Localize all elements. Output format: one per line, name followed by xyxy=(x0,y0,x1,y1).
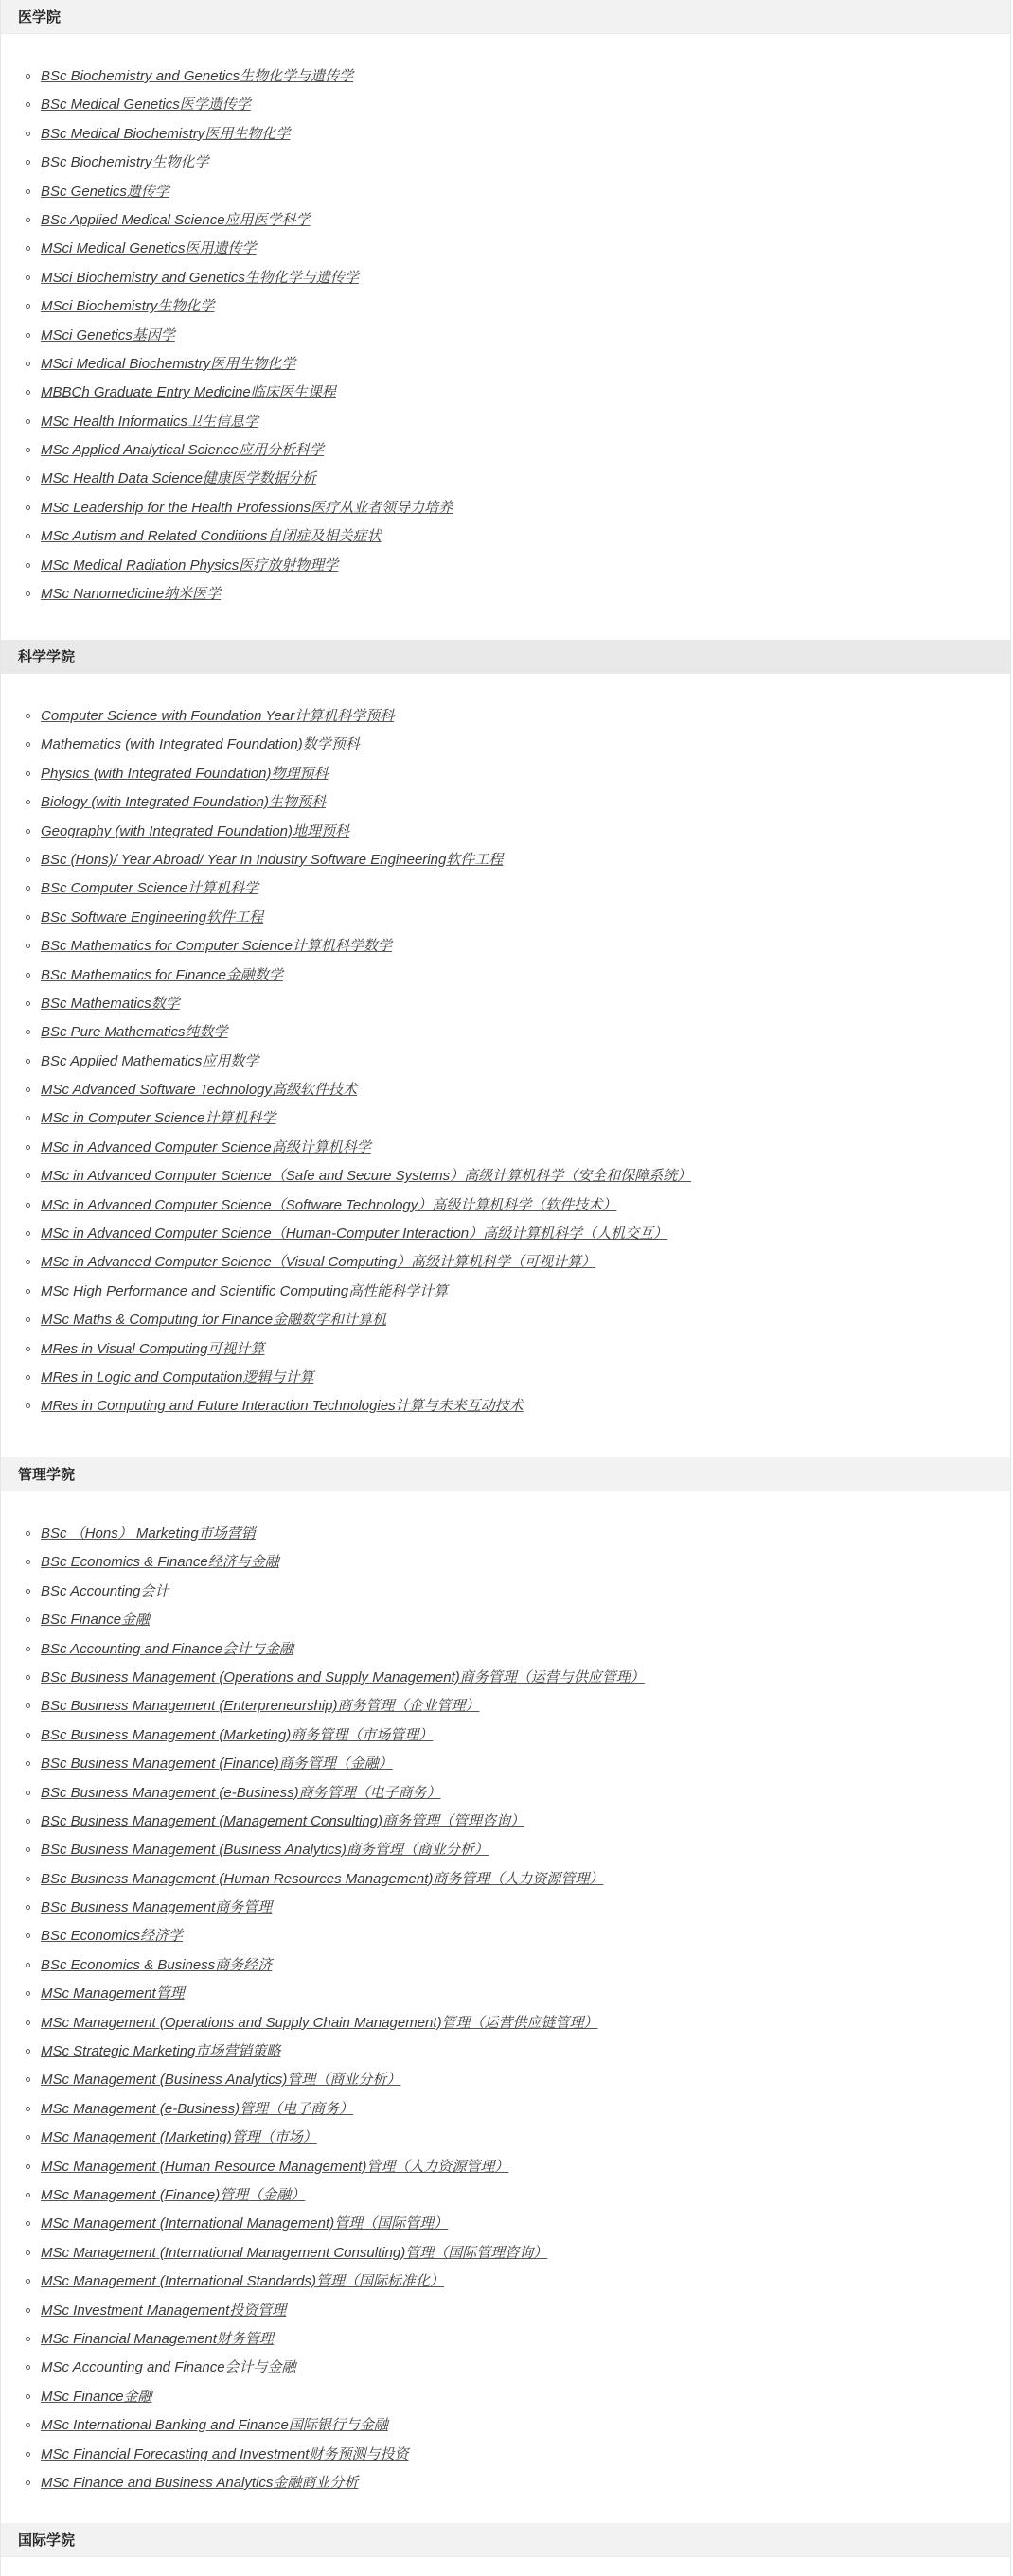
list-item xyxy=(18,1836,993,1864)
list-item xyxy=(18,379,993,407)
circle-bullet-icon xyxy=(26,915,30,920)
course-link[interactable]: MSc Finance金融 xyxy=(41,2388,152,2405)
course-link[interactable]: Biology (with Integrated Foundation)生物预科 xyxy=(41,794,326,811)
circle-bullet-icon xyxy=(26,886,30,891)
circle-bullet-icon xyxy=(26,1847,30,1852)
list-item xyxy=(18,322,993,350)
list-item xyxy=(18,1162,993,1191)
circle-bullet-icon xyxy=(26,2164,30,2169)
course-link[interactable]: MSc in Advanced Computer Science（Human-Computer Interaction）高级计算机科学（人机交互） xyxy=(41,1226,668,1243)
course-link[interactable]: MSci Biochemistry生物化学 xyxy=(41,298,215,315)
list-item xyxy=(18,702,993,731)
list-item xyxy=(18,846,993,874)
course-link[interactable]: MSc in Advanced Computer Science（Software Technology）高级计算机科学（软件技术） xyxy=(41,1196,617,1213)
circle-bullet-icon xyxy=(26,1933,30,1938)
course-link[interactable]: MSc Investment Management投资管理 xyxy=(41,2302,287,2319)
course-link[interactable]: MSc Management (Operations and Supply Chain Management)管理（运营供应链管理） xyxy=(41,2014,598,2031)
list-item xyxy=(18,1779,993,1808)
circle-bullet-icon xyxy=(26,1087,30,1092)
circle-bullet-icon xyxy=(26,1173,30,1178)
course-link[interactable]: MSc Advanced Software Technology高级软件技术 xyxy=(41,1082,358,1099)
course-link[interactable]: BSc Biochemistry and Genetics生物化学与遗传学 xyxy=(41,68,354,84)
circle-bullet-icon xyxy=(26,1733,30,1738)
circle-bullet-icon xyxy=(26,2135,30,2140)
list-item xyxy=(18,1894,993,1922)
circle-bullet-icon xyxy=(26,1560,30,1564)
course-link[interactable]: MSc Management (Human Resource Management)管理（人力资源管理） xyxy=(41,2158,509,2175)
course-link[interactable]: Computer Science with Foundation Year计算机科学预科 xyxy=(41,708,395,724)
circle-bullet-icon xyxy=(26,1203,30,1208)
circle-bullet-icon xyxy=(26,1905,30,1910)
course-link[interactable]: MSci Medical Genetics医用遗传学 xyxy=(41,240,257,257)
list-item xyxy=(18,206,993,235)
section-header-medicine: 医学院 xyxy=(1,0,1010,34)
circle-bullet-icon xyxy=(26,476,30,481)
circle-bullet-icon xyxy=(26,2423,30,2427)
course-link[interactable]: MSc Management (Marketing)管理（市场） xyxy=(41,2129,317,2146)
list-item xyxy=(18,149,993,177)
list-item xyxy=(18,62,993,91)
circle-bullet-icon xyxy=(26,2337,30,2341)
course-list-medicine xyxy=(18,62,993,609)
list-item xyxy=(18,1392,993,1420)
circle-bullet-icon xyxy=(26,1991,30,1996)
list-item xyxy=(18,788,993,817)
circle-bullet-icon xyxy=(26,2049,30,2054)
list-item xyxy=(18,552,993,580)
course-link[interactable]: BSc Business Management (Operations and Supply Management)商务管理（运营与供应管理） xyxy=(41,1668,645,1685)
course-link[interactable]: MSc Maths & Computing for Finance金融数学和计算机 xyxy=(41,1312,387,1329)
list-item xyxy=(18,522,993,551)
circle-bullet-icon xyxy=(26,829,30,834)
course-link[interactable]: BSc Economics & Business商务经济 xyxy=(41,1956,273,1973)
circle-bullet-icon xyxy=(26,2193,30,2197)
list-item xyxy=(18,2095,993,2124)
list-item xyxy=(18,1922,993,1950)
circle-bullet-icon xyxy=(26,1145,30,1150)
list-item xyxy=(18,1692,993,1720)
course-link[interactable]: MSc High Performance and Scientific Computing高性能科学计算 xyxy=(41,1282,449,1299)
list-item xyxy=(18,1278,993,1306)
list-item xyxy=(18,904,993,932)
course-link[interactable]: MSc International Banking and Finance国际银行与金融 xyxy=(41,2417,388,2434)
list-item xyxy=(18,2267,993,2296)
course-link[interactable]: MSc Financial Management财务管理 xyxy=(41,2330,274,2347)
course-link[interactable]: BSc Mathematics for Computer Science计算机科学数学 xyxy=(41,938,392,955)
circle-bullet-icon xyxy=(26,857,30,862)
circle-bullet-icon xyxy=(26,132,30,136)
list-item xyxy=(18,1980,993,2008)
list-item xyxy=(18,1750,993,1778)
course-link[interactable]: BSc Medical Biochemistry医用生物化学 xyxy=(41,125,291,142)
list-item xyxy=(18,1808,993,1836)
circle-bullet-icon xyxy=(26,390,30,395)
list-item xyxy=(18,2124,993,2152)
circle-bullet-icon xyxy=(26,742,30,747)
circle-bullet-icon xyxy=(26,2452,30,2457)
list-item xyxy=(18,1220,993,1248)
list-item xyxy=(18,580,993,609)
course-link[interactable]: BSc Economics & Finance经济与金融 xyxy=(41,1554,279,1571)
circle-bullet-icon xyxy=(26,2221,30,2226)
course-link[interactable]: MRes in Computing and Future Interaction Technologies计算与未来互动技术 xyxy=(41,1398,524,1415)
circle-bullet-icon xyxy=(26,74,30,79)
course-link[interactable]: MSc Management (Finance)管理（金融） xyxy=(41,2186,306,2203)
list-item xyxy=(18,1664,993,1692)
list-item xyxy=(18,120,993,149)
course-link[interactable]: MSc Health Data Science健康医学数据分析 xyxy=(41,470,316,487)
course-link[interactable]: MSc in Computer Science计算机科学 xyxy=(41,1110,276,1127)
circle-bullet-icon xyxy=(26,2107,30,2111)
list-item xyxy=(18,2210,993,2238)
circle-bullet-icon xyxy=(26,304,30,309)
circle-bullet-icon xyxy=(26,2250,30,2255)
list-item xyxy=(18,990,993,1018)
course-link[interactable]: MSc in Advanced Computer Science（Visual Computing）高级计算机科学（可视计算） xyxy=(41,1254,596,1271)
course-link[interactable]: BSc Accounting会计 xyxy=(41,1582,169,1599)
course-link[interactable]: MSci Medical Biochemistry医用生物化学 xyxy=(41,355,296,372)
course-link[interactable]: MSc Medical Radiation Physics医疗放射物理学 xyxy=(41,556,339,573)
circle-bullet-icon xyxy=(26,1617,30,1622)
circle-bullet-icon xyxy=(26,1791,30,1795)
circle-bullet-icon xyxy=(26,800,30,804)
list-item xyxy=(18,494,993,522)
circle-bullet-icon xyxy=(26,534,30,538)
list-item xyxy=(18,350,993,379)
circle-bullet-icon xyxy=(26,2308,30,2313)
section-header-management: 管理学院 xyxy=(1,1457,1010,1491)
section-body-management xyxy=(1,1491,1010,2523)
list-item xyxy=(18,932,993,961)
circle-bullet-icon xyxy=(26,2394,30,2399)
course-link[interactable]: MRes in Logic and Computation逻辑与计算 xyxy=(41,1368,314,1385)
circle-bullet-icon xyxy=(26,1030,30,1034)
course-link[interactable]: MSc Management (International Management Consulting)管理（国际管理咨询） xyxy=(41,2244,548,2261)
circle-bullet-icon xyxy=(26,333,30,338)
list-item xyxy=(18,436,993,465)
course-link[interactable]: BSc Accounting and Finance会计与金融 xyxy=(41,1640,294,1657)
circle-bullet-icon xyxy=(26,591,30,596)
course-link[interactable]: MSc Management (Business Analytics)管理（商业分析） xyxy=(41,2072,401,2089)
course-link[interactable]: BSc Software Engineering软件工程 xyxy=(41,909,264,926)
list-item xyxy=(18,2469,993,2497)
course-link[interactable]: BSc Business Management (Enterpreneurship)商务管理（企业管理） xyxy=(41,1698,480,1715)
course-link[interactable]: BSc Biochemistry生物化学 xyxy=(41,154,209,171)
list-item xyxy=(18,1134,993,1162)
circle-bullet-icon xyxy=(26,1819,30,1824)
course-link[interactable]: BSc Business Management (Management Consulting)商务管理（管理咨询） xyxy=(41,1812,525,1829)
course-link[interactable]: BSc Pure Mathematics纯数学 xyxy=(41,1024,228,1041)
course-link[interactable]: MSc Management管理 xyxy=(41,1985,185,2003)
circle-bullet-icon xyxy=(26,419,30,424)
course-link[interactable]: BSc (Hons)/ Year Abroad/ Year In Industry Software Engineering软件工程 xyxy=(41,851,504,868)
circle-bullet-icon xyxy=(26,2365,30,2370)
list-item xyxy=(18,1721,993,1750)
course-link[interactable]: BSc Computer Science计算机科学 xyxy=(41,880,259,897)
circle-bullet-icon xyxy=(26,160,30,165)
circle-bullet-icon xyxy=(26,275,30,280)
course-link[interactable]: MSc Health Informatics卫生信息学 xyxy=(41,413,259,430)
circle-bullet-icon xyxy=(26,1675,30,1680)
circle-bullet-icon xyxy=(26,2279,30,2284)
circle-bullet-icon xyxy=(26,2020,30,2025)
section-international xyxy=(1,2523,1010,2557)
course-link[interactable]: BSc Business Management (Human Resources Management)商务管理（人力资源管理） xyxy=(41,1870,604,1887)
course-link[interactable]: BSc Finance金融 xyxy=(41,1612,151,1629)
list-item xyxy=(18,731,993,759)
circle-bullet-icon xyxy=(26,448,30,452)
list-item xyxy=(18,818,993,846)
circle-bullet-icon xyxy=(26,1375,30,1380)
list-item xyxy=(18,1364,993,1392)
section-management xyxy=(1,1457,1010,2523)
circle-bullet-icon xyxy=(26,973,30,978)
list-item xyxy=(18,2354,993,2382)
circle-bullet-icon xyxy=(26,944,30,948)
course-link[interactable]: MSc Autism and Related Conditions自闭症及相关症状 xyxy=(41,528,382,545)
section-body-science xyxy=(1,674,1010,1457)
circle-bullet-icon xyxy=(26,1647,30,1651)
circle-bullet-icon xyxy=(26,1589,30,1594)
course-link[interactable]: MSc Financial Forecasting and Investment财务预测与投资 xyxy=(41,2445,409,2462)
list-item xyxy=(18,962,993,990)
list-item xyxy=(18,1048,993,1076)
list-item xyxy=(18,178,993,206)
course-link[interactable]: MSc Accounting and Finance会计与金融 xyxy=(41,2359,296,2376)
course-link[interactable]: BSc Business Management (Business Analytics)商务管理（商业分析） xyxy=(41,1842,489,1859)
list-item xyxy=(18,1306,993,1334)
circle-bullet-icon xyxy=(26,1260,30,1264)
circle-bullet-icon xyxy=(26,1877,30,1881)
list-item xyxy=(18,91,993,119)
list-item xyxy=(18,2297,993,2325)
list-item xyxy=(18,1635,993,1664)
list-item xyxy=(18,2411,993,2440)
course-link[interactable]: MSc Management (International Management)管理（国际管理） xyxy=(41,2215,449,2232)
circle-bullet-icon xyxy=(26,1059,30,1064)
list-item xyxy=(18,2325,993,2354)
circle-bullet-icon xyxy=(26,1116,30,1120)
course-link[interactable]: MSc in Advanced Computer Science（Safe and Secure Systems）高级计算机科学（安全和保障系统） xyxy=(41,1168,692,1185)
list-item xyxy=(18,1335,993,1364)
list-item xyxy=(18,235,993,263)
list-item xyxy=(18,1606,993,1634)
course-link[interactable]: MSc Strategic Marketing市场营销策略 xyxy=(41,2043,281,2060)
circle-bullet-icon xyxy=(26,246,30,251)
section-science xyxy=(1,640,1010,1457)
circle-bullet-icon xyxy=(26,2077,30,2082)
course-link[interactable]: MSci Biochemistry and Genetics生物化学与遗传学 xyxy=(41,269,359,286)
list-item xyxy=(18,408,993,436)
course-link[interactable]: Physics (with Integrated Foundation)物理预科 xyxy=(41,765,329,782)
list-item xyxy=(18,264,993,292)
circle-bullet-icon xyxy=(26,1001,30,1006)
course-link[interactable]: MSc Applied Analytical Science应用分析科学 xyxy=(41,442,324,459)
list-item xyxy=(18,2383,993,2411)
circle-bullet-icon xyxy=(26,1231,30,1236)
course-link[interactable]: BSc Business Management (Marketing)商务管理（市场管理） xyxy=(41,1726,434,1743)
list-item xyxy=(18,1104,993,1133)
course-link[interactable]: BSc （Hons） Marketing市场营销 xyxy=(41,1526,256,1542)
circle-bullet-icon xyxy=(26,714,30,718)
circle-bullet-icon xyxy=(26,362,30,366)
circle-bullet-icon xyxy=(26,505,30,510)
section-header-international: 国际学院 xyxy=(1,2523,1010,2557)
list-item xyxy=(18,2038,993,2066)
course-link[interactable]: MSci Genetics基因学 xyxy=(41,326,175,344)
section-body-medicine xyxy=(1,34,1010,640)
course-link[interactable]: MBBCh Graduate Entry Medicine临床医生课程 xyxy=(41,384,336,401)
course-list-science xyxy=(18,702,993,1421)
course-link[interactable]: BSc Applied Medical Science应用医学科学 xyxy=(41,211,311,228)
circle-bullet-icon xyxy=(26,102,30,107)
section-header-science: 科学学院 xyxy=(1,640,1010,674)
course-link[interactable]: BSc Economics经济学 xyxy=(41,1928,184,1945)
circle-bullet-icon xyxy=(26,1963,30,1967)
list-item xyxy=(18,2066,993,2094)
course-link[interactable]: BSc Medical Genetics医学遗传学 xyxy=(41,97,251,114)
circle-bullet-icon xyxy=(26,1403,30,1408)
list-item xyxy=(18,2441,993,2469)
course-link[interactable]: BSc Genetics遗传学 xyxy=(41,183,169,200)
circle-bullet-icon xyxy=(26,563,30,568)
course-link[interactable]: MSc Finance and Business Analytics金融商业分析 xyxy=(41,2474,359,2491)
course-list-management xyxy=(18,1520,993,2497)
list-item xyxy=(18,760,993,788)
list-item xyxy=(18,1578,993,1606)
list-item xyxy=(18,2239,993,2267)
list-item xyxy=(18,874,993,903)
list-item xyxy=(18,1548,993,1577)
course-link[interactable]: BSc Mathematics for Finance金融数学 xyxy=(41,966,283,983)
list-item xyxy=(18,2009,993,2038)
circle-bullet-icon xyxy=(26,1703,30,1708)
list-item xyxy=(18,465,993,493)
list-item xyxy=(18,1076,993,1104)
course-link[interactable]: MSc Management (e-Business)管理（电子商务） xyxy=(41,2100,354,2117)
course-link[interactable]: BSc Mathematics数学 xyxy=(41,995,180,1012)
course-link[interactable]: BSc Business Management (e-Business)商务管理（电子商务） xyxy=(41,1784,441,1801)
course-link[interactable]: Geography (with Integrated Foundation)地理预科 xyxy=(41,822,349,839)
course-link[interactable]: MSc Leadership for the Health Professions医疗从业者领导力培养 xyxy=(41,499,453,516)
list-item xyxy=(18,2181,993,2210)
course-link[interactable]: MSc Management (International Standards)管理（国际标准化） xyxy=(41,2273,444,2290)
list-item xyxy=(18,1248,993,1277)
list-item xyxy=(18,1191,993,1220)
circle-bullet-icon xyxy=(26,1347,30,1351)
list-item xyxy=(18,1520,993,1548)
circle-bullet-icon xyxy=(26,1317,30,1322)
circle-bullet-icon xyxy=(26,2480,30,2485)
course-link[interactable]: Mathematics (with Integrated Foundation)数学预科 xyxy=(41,736,360,753)
list-item xyxy=(18,1865,993,1894)
list-item xyxy=(18,292,993,321)
circle-bullet-icon xyxy=(26,1761,30,1766)
course-link[interactable]: MRes in Visual Computing可视计算 xyxy=(41,1340,265,1357)
list-item xyxy=(18,1018,993,1047)
list-item xyxy=(18,1951,993,1980)
course-link[interactable]: BSc Business Management (Finance)商务管理（金融） xyxy=(41,1756,393,1773)
course-link[interactable]: BSc Applied Mathematics应用数学 xyxy=(41,1052,259,1069)
circle-bullet-icon xyxy=(26,771,30,776)
course-link[interactable]: BSc Business Management商务管理 xyxy=(41,1899,273,1916)
course-link[interactable]: MSc in Advanced Computer Science高级计算机科学 xyxy=(41,1138,371,1156)
circle-bullet-icon xyxy=(26,1289,30,1294)
circle-bullet-icon xyxy=(26,189,30,194)
course-link[interactable]: MSc Nanomedicine纳米医学 xyxy=(41,586,222,603)
circle-bullet-icon xyxy=(26,218,30,222)
circle-bullet-icon xyxy=(26,1531,30,1536)
section-medicine xyxy=(1,0,1010,640)
list-item xyxy=(18,2153,993,2181)
